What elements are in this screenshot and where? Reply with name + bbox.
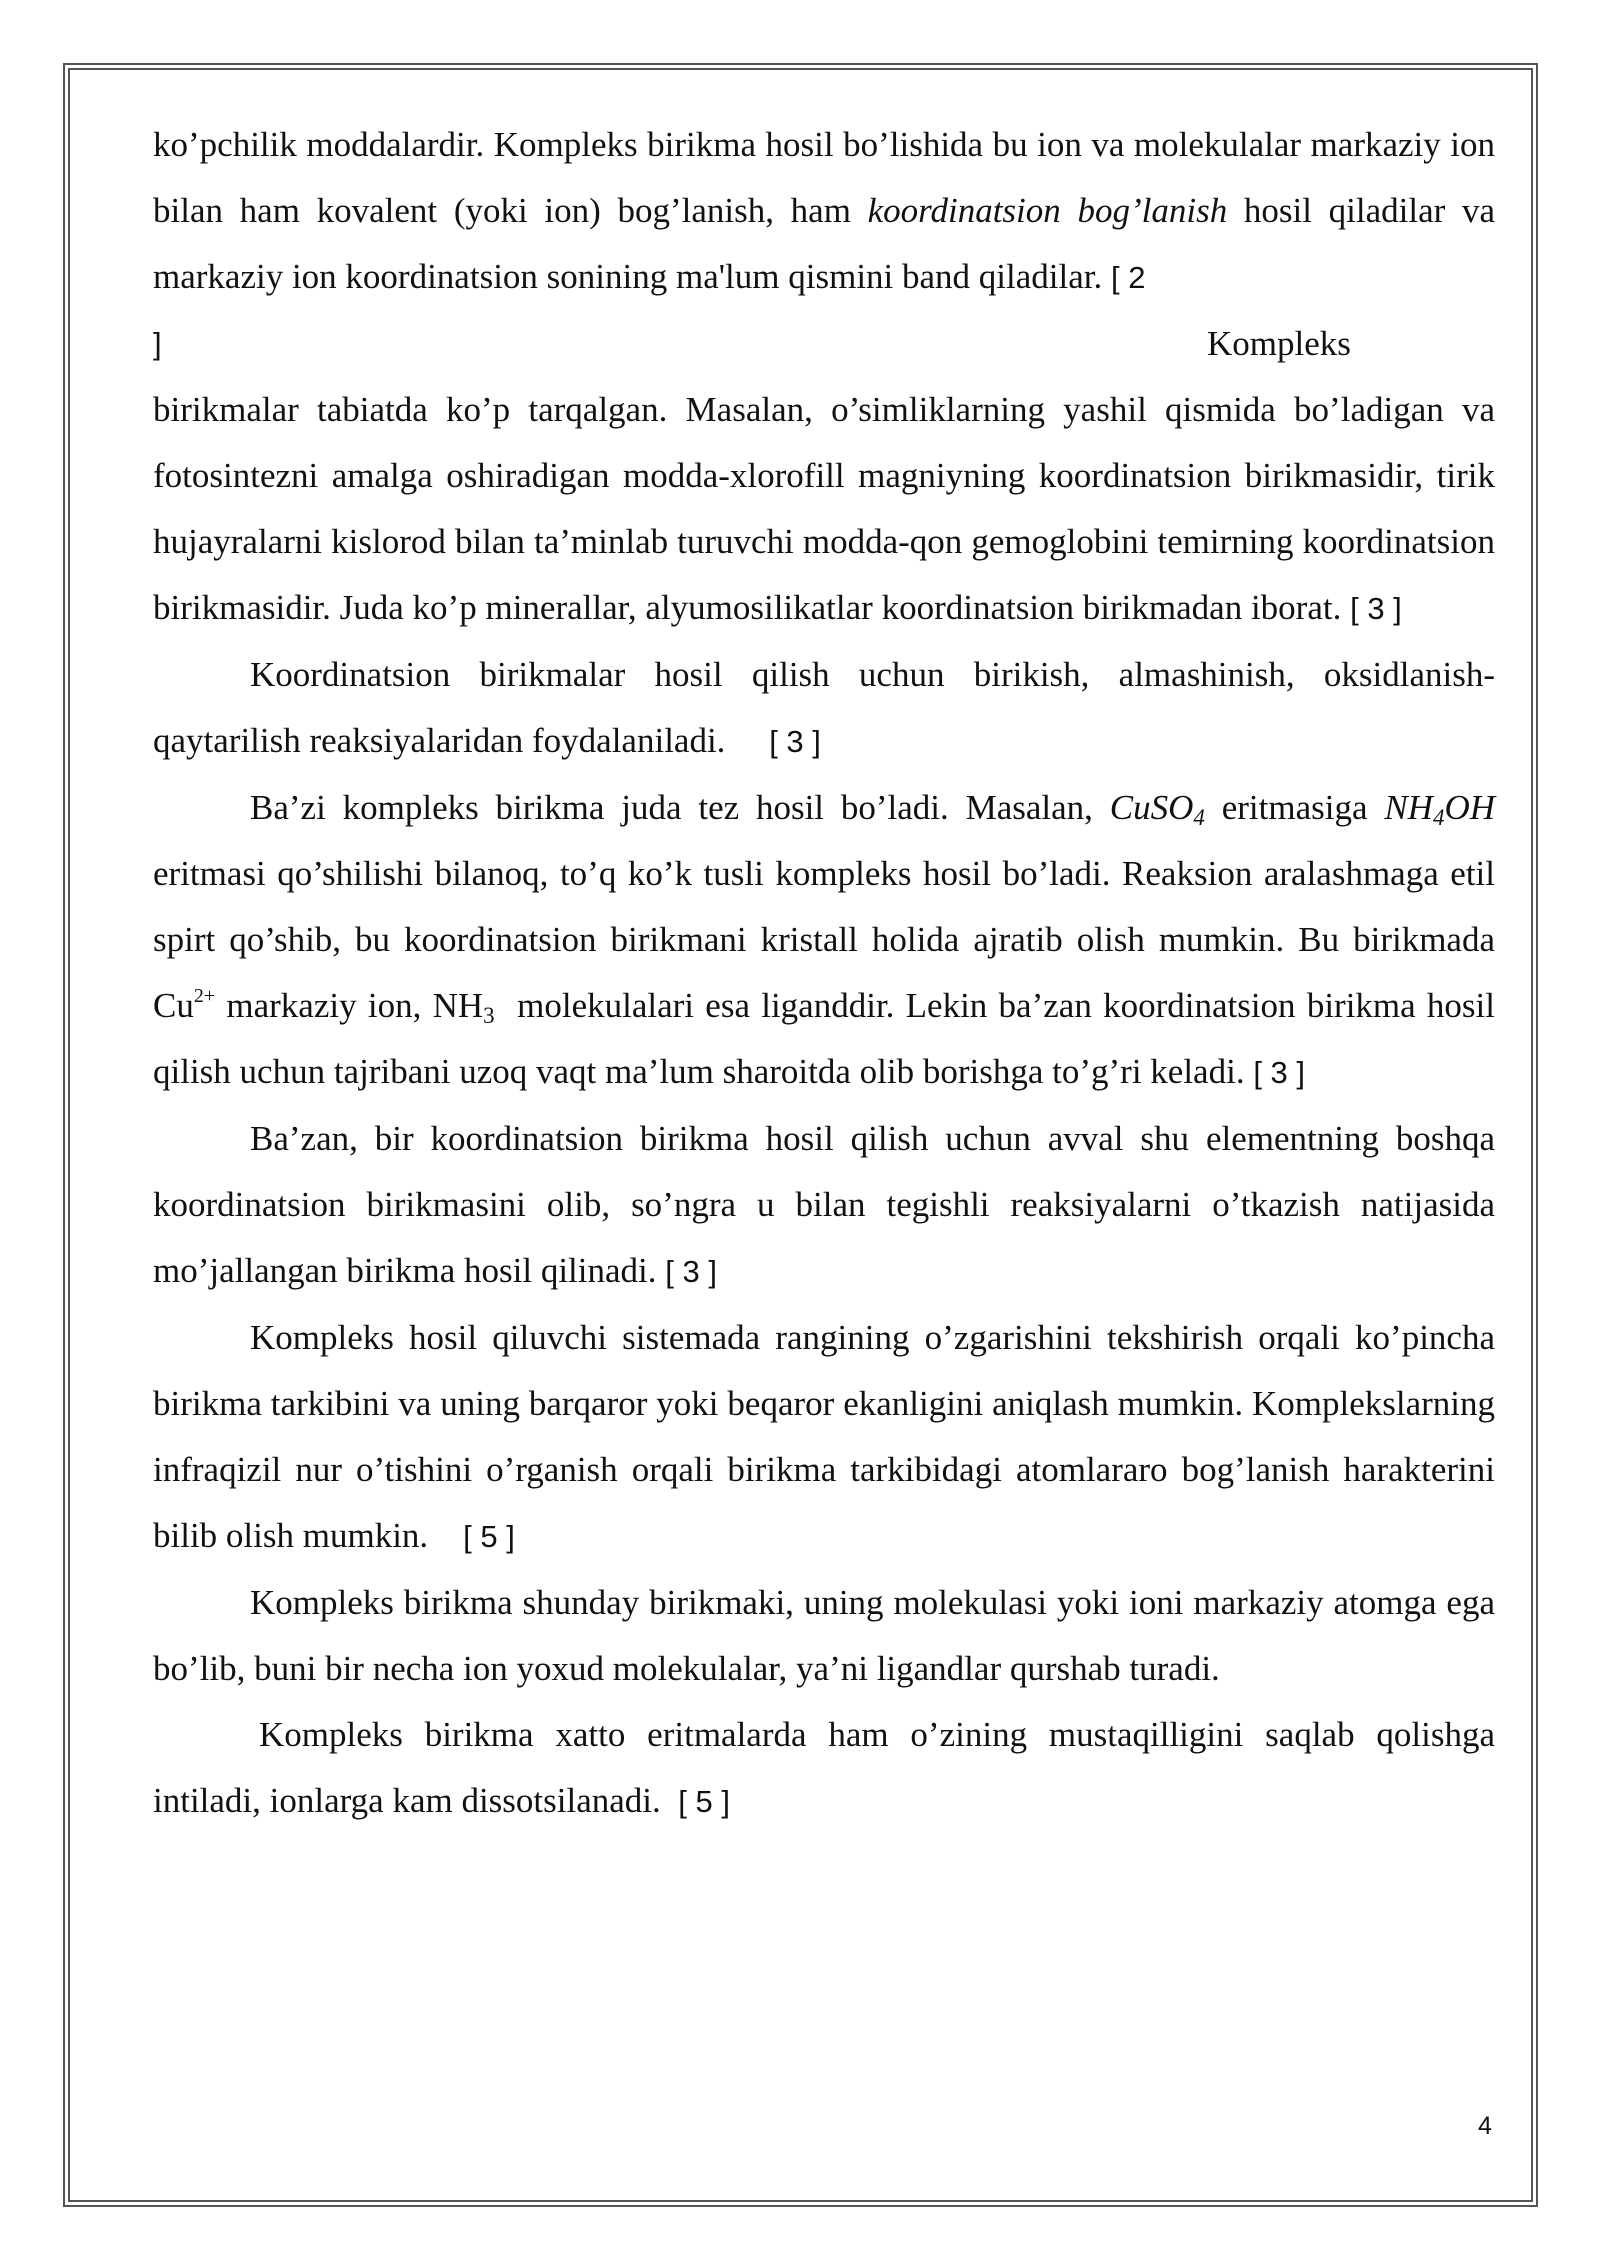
citation-3: [ 3 ] — [769, 724, 821, 759]
paragraph-1 — [153, 112, 1495, 311]
paragraph-6-text: Kompleks hosil qiluvchi sistemada rangining o’zgarishini tekshirish orqali ko’pincha birikma tarkibini va uning barqaror yoki beqaror ekanligini aniqlash mumkin. Komplekslarning infraqizil nur o’tishini o’rganish orqali birikma tarkibidagi atomlararo bog’lanish harakterini bilib olish mumkin. — [153, 1318, 1504, 1555]
paragraph-7 — [153, 1570, 1495, 1702]
citation-3: [ 3 ] — [665, 1254, 717, 1289]
paragraph-1-tail-line — [153, 311, 1495, 377]
paragraph-8-text: Kompleks birikma xatto eritmalarda ham o’zining mustaqilligini saqlab qolishga intiladi, ionlarga kam dissotsilanadi. — [153, 1715, 1504, 1820]
formula-nh4oh-sub: 4 — [1432, 805, 1445, 830]
paragraph-4-text-a: Ba’zi kompleks birikma juda tez hosil bo’ladi. Masalan, — [250, 788, 1110, 827]
formula-nh4oh-b: OH — [1444, 788, 1496, 827]
paragraph-4-text-b: eritmasiga — [1204, 788, 1385, 827]
paragraph-1-text-c: hosil qiladilar va markaziy ion koordinatsion sonining ma'lum qismini band qiladilar. — [153, 191, 1495, 296]
page-number: 4 — [1478, 2112, 1492, 2140]
paragraph-4-text-d: markaziy ion, NH — [215, 986, 484, 1025]
formula-cuso4 — [1109, 788, 1205, 830]
paragraph-4-text-e: molekulalari esa liganddir. Lekin ba’zan koordinatsion birikma hosil qilish uchun tajribani uzoq vaqt ma’lum sharoitda olib borishga to’g’ri keladi. — [153, 986, 1504, 1091]
citation-2: [ 2 — [1111, 260, 1146, 295]
paragraph-1-italic-term: koordinatsion bog’lanish — [867, 191, 1228, 230]
paragraph-5-text: Ba’zan, bir koordinatsion birikma hosil qilish uchun avval shu elementning boshqa koordinatsion birikmasini olib, so’ngra u bilan tegishli reaksiyalarni o’tkazish natijasida mo’jallangan birikma hosil qilinadi. — [153, 1119, 1495, 1290]
formula-cuso4-main: CuSO — [1109, 788, 1194, 827]
formula-nh4oh-a: NH — [1384, 788, 1433, 827]
citation-2-close: ] — [153, 326, 162, 361]
cu-charge-superscript: 2+ — [193, 985, 216, 1007]
paragraph-7-text: Kompleks birikma shunday birikmaki, uning molekulasi yoki ioni markaziy atomga ega bo’lib, buni bir necha ion yoxud molekulalar, ya’ni ligandlar qurshab turadi. — [153, 1583, 1495, 1688]
paragraph-3-text: Koordinatsion birikmalar hosil qilish uchun birikish, almashinish, oksidlanish-qaytarilish reaksiyalaridan foydalaniladi. — [153, 655, 1495, 760]
paragraph-4 — [153, 775, 1504, 1106]
citation-5: [ 5 ] — [463, 1519, 515, 1554]
paragraph-5 — [153, 1106, 1495, 1305]
formula-nh4oh — [1384, 788, 1496, 830]
citation-3: [ 3 ] — [1350, 591, 1402, 626]
citation-5: [ 5 ] — [678, 1784, 730, 1819]
paragraph-3 — [153, 642, 1495, 775]
paragraph-8 — [153, 1702, 1504, 1835]
paragraph-1-text-a: ko’pchilik moddalardir. Kompleks birikma hosil bo’lishida bu ion va molekulalar markaziy ion bilan ham kovalent (yoki ion) bog’lanish, ham — [153, 125, 1495, 230]
paragraph-4-text-c: eritmasi qo’shilishi bilanoq, to’q ko’k tusli kompleks hosil bo’ladi. Reaksion aralashmaga etil spirt qo’shib, bu koordinatsion birikmani kristall holida ajratib olish mumkin. Bu birikmada Cu — [153, 854, 1495, 1025]
paragraph-2-text: birikmalar tabiatda ko’p tarqalgan. Masalan, o’simliklarning yashil qismida bo’ladigan va fotosintezni amalga oshiradigan modda-xlorofill magniyning koordinatsion birikmasidir, tirik hujayralarni kislorod bilan ta’minlab turuvchi modda-qon gemoglobini temirning koordinatsion birikmasidir. Juda ko’p minerallar, alyumosilikatlar koordinatsion birikmadan iborat. — [153, 390, 1495, 627]
paragraph-2 — [153, 377, 1495, 642]
paragraph-6 — [153, 1305, 1504, 1570]
kompleks-word: Kompleks — [1207, 324, 1351, 363]
document-body — [153, 112, 1504, 1835]
nh3-subscript: 3 — [483, 1003, 495, 1028]
formula-cuso4-sub: 4 — [1193, 805, 1205, 830]
citation-3: [ 3 ] — [1253, 1055, 1306, 1090]
